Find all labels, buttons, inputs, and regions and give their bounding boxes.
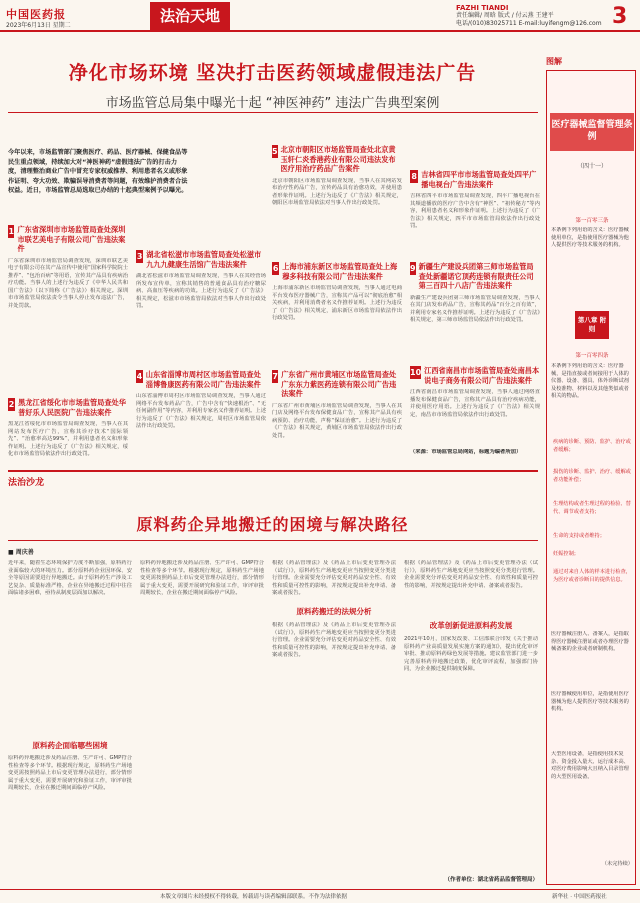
list-item: 生命的支持或者维持； <box>553 533 605 539</box>
editor-line: 责任编辑/ 周晗 版式 / 付云燕 王建平 <box>456 12 554 19</box>
case-7 <box>272 370 402 483</box>
lead-paragraph: 今年以来，市场监管部门聚焦医疗、药品、医疗器械、保健食品等民生重点领域，持续加大对“神医神药”虚假违法广告的打击力度，清理整治商业广告中冒充专家权威推荐、利用患者名义或形象作证明、夸大功效、欺骗误导消费者等问题，有效维护消费者合法权益。近日，市场监管总局选取已办结的十起典型案例予以曝光。 <box>8 149 188 194</box>
case-body: 山东省淄博市周村区市场监管局调查发现，当事人通过网络平台发布药品广告，广告中含有“快速根治”、“无任何副作用”等内容，并利用专家名义作推荐证明。上述行为违反了《广告法》相关规定，周村区市场监管局依法作出行政处罚。 <box>136 393 266 430</box>
article-paragraph: 根据《药品管理法》及《药品上市后变更管理办法（试行）》，原料药生产场地变更应当按照变更分类进行管理。企业需要充分评估变更对药品安全性、有效性和质量可控性的影响，并按规定提出补充申请、备案或者报告。 <box>404 560 538 589</box>
sidebar-text: 大型医用设备，是指使用技术复杂、资金投入量大、运行成本高、对医疗费用影响大且纳入目录管理的大型医用设备。 <box>551 751 629 780</box>
case-4 <box>136 370 266 479</box>
section-divider <box>8 470 538 472</box>
case-title: 江西省南昌市市场监管局查处南昌本说电子商务有限公司广告违法案件 <box>424 366 540 385</box>
sidebar-illustrated-regulation <box>546 56 636 888</box>
chapter-badge: 第八章 附则 <box>575 311 609 339</box>
case-title: 北京市朝阳区市场监管局查处北京黄玉轩仁炎香港药业有限公司违法发布医疗用治疗药品广告案件 <box>280 145 396 173</box>
list-item: 生理结构或者生理过程的检验、替代、调节或者支持； <box>553 501 631 515</box>
masthead <box>0 0 640 32</box>
sidebar-text: 医疗器械注册人、备案人，是指取得医疗器械注册证或者办理医疗器械备案的企业或者研制机构。 <box>551 631 629 653</box>
article-paragraph: 2021年10月，国家发改委、工信部联合印发《关于推动原料药产业高质量发展实施方案的通知》，提出优化审评审批、推动原料药绿色发展等措施。建议监管部门进一步完善原料药异地搬迁政策，优化审评流程，加强部门协同，为企业搬迁提供制度保障。 <box>404 636 538 673</box>
sidebar-text: 医疗器械使用单位，是指使用医疗器械为他人提供医疗等技术服务的机构。 <box>551 691 629 713</box>
case-1 <box>8 225 128 408</box>
case-body: 上海市浦东新区市场监管局调查发现，当事人通过电商平台发布医疗器械广告，宣称其产品可以“彻底治愈”相关疾病，并利用消费者名义作推荐证明。上述行为违反了《广告法》相关规定，浦东新区市场监管局依法作出行政处罚。 <box>272 285 402 322</box>
case-number: 4 <box>136 372 143 381</box>
case-10 <box>410 366 540 457</box>
case-title: 广东省深圳市市场监管局查处深圳市联艺美电子有限公司广告违法案件 <box>17 225 126 253</box>
sidebar-series: （四十一） <box>576 163 607 170</box>
newspaper-logo: 中国医药报 <box>6 8 66 21</box>
case-body: 湖北省松滋市市场监管局调查发现，当事人在其经营场所发布宣传单，宣称其销售的普通食品具有治疗糖尿病、高血压等疾病的功效。上述行为违反了《广告法》相关规定，松滋市市场监管局依法对当事人作出行政处罚。 <box>136 273 266 310</box>
list-item: 损伤的诊断、监护、治疗、缓解或者功能补偿； <box>553 469 631 483</box>
illustration-tag: 图解 <box>546 57 562 66</box>
issue-date: 2023年6月13日 星期二 <box>6 22 71 29</box>
article-paragraph: 原料药异地搬迁涉及药品注册、生产许可、GMP符合性检查等多个环节。根据现行规定，原料药生产场地变更需按照药品上市后变更管理办法进行，部分情形属于重大变更，需要开展研究和验证工作，审评审批周期较长，企业在搬迁期间面临停产风险。 <box>140 560 264 597</box>
case-title: 黑龙江省绥化市市场监管局查处华普好乐人民医院广告违法案件 <box>18 398 126 417</box>
case-number: 7 <box>272 372 278 381</box>
case-9 <box>410 262 540 353</box>
case-body: 江西省南昌市市场监管局调查发现，当事人通过网络直播发布保健食品广告，宣称其产品具有治疗疾病功能，并使用医疗用语。上述行为违反了《广告法》相关规定，南昌市市场监管局依法作出行政处罚。 <box>410 389 540 418</box>
section-heading: 原料药搬迁的法规分析 <box>296 607 372 616</box>
case-body: 黑龙江省绥化市市场监管局调查发现，当事人在其网站发布医疗广告，宣称其诊疗技术“国际领先”、“治愈率高达99%”，并利用患者名义和形象作证明。上述行为违反了《广告法》相关规定，绥化市市场监管局依法作出行政处罚。 <box>8 421 128 458</box>
case-number: 6 <box>272 264 279 273</box>
headline-rule <box>8 112 538 113</box>
sidebar-box <box>546 70 636 885</box>
main-headline: 净化市场环境 坚决打击医药领域虚假违法广告 <box>68 62 477 84</box>
case-number: 1 <box>8 227 15 236</box>
case-number: 5 <box>272 147 278 156</box>
section-heading: 原料药企面临哪些困境 <box>32 741 108 750</box>
sidebar-text: 本条例下列用语的含义：医疗器械，是指直接或者间接用于人体的仪器、设备、器具、体外诊断试剂及校准物、材料以及其他类似或者相关的物品。 <box>551 363 629 400</box>
section-heading: 改革创新促进原料药发展 <box>429 621 513 630</box>
byline: （作者单位：湖北省药品监督管理局） <box>444 877 538 883</box>
page-number: 3 <box>612 4 628 29</box>
article-paragraph: 根据《药品管理法》及《药品上市后变更管理办法（试行）》，原料药生产场地变更应当按照变更分类进行管理。企业需要充分评估变更对药品安全性、有效性和质量可控性的影响，并按规定提出补充申请、备案或者报告。 <box>272 560 396 597</box>
to-be-continued: （未完待续） <box>601 861 633 867</box>
case-8 <box>410 170 540 249</box>
article-headline: 原料药企异地搬迁的困境与解决路径 <box>136 515 409 534</box>
list-item: 疾病的诊断、预防、监护、治疗或者缓解； <box>553 439 631 453</box>
case-number: 8 <box>411 172 417 181</box>
section-english-name: FAZHI TIANDI <box>456 4 509 12</box>
case-number: 9 <box>410 264 416 273</box>
case-number: 3 <box>136 252 143 261</box>
case-title: 广东省广州市黄埔区市场监管局查处广东东力紫医药连锁有限公司广告违法案件 <box>281 370 397 398</box>
headline-rule <box>8 540 538 541</box>
editor-info <box>456 4 606 28</box>
case-body: 北京市朝阳区市场监管局调查发现，当事人在其网站发布治疗性药品广告，宣传药品具有治愈功效，并使用患者形象作证明。上述行为违反了《广告法》相关规定，朝阳区市场监管局依法对当事人作出行政处罚。 <box>272 177 402 207</box>
case-3 <box>136 250 266 353</box>
list-item: 通过对来自人体的样本进行检查，为医疗或者诊断目的提供信息。 <box>553 569 631 583</box>
main-subheadline: 市场监管总局集中曝光十起 “神医神药” 违法广告典型案例 <box>105 96 440 111</box>
case-body: 新疆生产建设兵团第三师市场监管局调查发现，当事人在其门店发布药品广告，宣称其药品“百分之百有效”，并利用专家名义作推荐证明。上述行为违反了《广告法》相关规定，第三师市场监管局依法作出行政处罚。 <box>410 294 540 324</box>
case-5 <box>272 145 402 258</box>
article-divider: 第一百零三条 <box>575 218 609 224</box>
case-title: 吉林省四平市市场监管局查处四平广播电视台广告违法案件 <box>421 170 537 189</box>
article-divider: 第一百零四条 <box>575 353 609 359</box>
case-title: 上海市浦东新区市场监管局查处上海穆多科技有限公司广告违法案件 <box>282 262 398 281</box>
contact-line: 电话/(010)83025711 E-mail:luyifengm@126.com <box>456 20 602 27</box>
case-number: 10 <box>410 368 422 377</box>
footer-publisher: 新华社 · 中国医药报社 <box>552 894 607 900</box>
case-number: 2 <box>8 400 15 409</box>
list-item: 妊娠控制； <box>553 551 579 557</box>
case-title: 新疆生产建设兵团第三师市场监管局查处新疆诺它顶药连锁有限责任公司第三百四十八店广告违法案件 <box>418 262 534 290</box>
case-body: 广东省深圳市市场监管局调查发现，深圳市联艺美电子有限公司在其产品宣传中使用“国家科学院院士推荐”、“包治百病”等用语，宣传其产品具有疾病治疗功能。当事人的上述行为违反了《中华人民共和国广告法》（以下简称《广告法》）相关规定。深圳市市场监管局依法责令当事人停止发布违法广告，并处罚款。 <box>8 257 128 310</box>
article-paragraph: 根据《药品管理法》及《药品上市后变更管理办法（试行）》，原料药生产场地变更应当按照变更分类进行管理。企业需要充分评估变更对药品安全性、有效性和质量可控性的影响，并按规定提出补充申请、备案或者报告。 <box>272 622 396 659</box>
sidebar-text: 本条例下列用语的含义：医疗器械使用单位，是指使用医疗器械为他人提供医疗等技术服务的机构。 <box>551 227 629 249</box>
article-intro: 近年来，随着生态环境保护力度不断加强，原料药行业面临较大的环境压力。部分原料药企业因环保、安全等原因需要进行异地搬迁。由于原料药生产涉及工艺复杂、质量标准严格，企业在异地搬迁过程中往往面临诸多困难，亟待从制度层面加以解决。 <box>8 560 132 597</box>
case-body: 吉林省四平市市场监管局调查发现，四平广播电视台在其频道播放的医疗广告中含有“神医”、“祖传秘方”等内容，利用患者名义和形象作证明。上述行为违反了《广告法》相关规定，四平市市场监管局依法作出行政处罚。 <box>410 193 540 230</box>
source-note: （来源：市场监管总局网站，标题为编者所加） <box>410 449 522 455</box>
author: ■ 周庆善 <box>8 549 34 556</box>
column-tag: 法治沙龙 <box>8 478 45 488</box>
page-footer <box>0 889 640 903</box>
section-title: 法治天地 <box>150 2 230 30</box>
case-title: 山东省淄博市周村区市场监管局查处淄博鲁康医药有限公司广告违法案件 <box>145 370 261 389</box>
case-2 <box>8 398 128 477</box>
copyright-notice: 本版文章图片未经授权不得转载，转载请与读者编辑部联系。不作为法律依据 <box>160 894 348 900</box>
case-title: 湖北省松滋市市场监管局查处松滋市九九九健康生活馆广告违法案件 <box>146 250 262 269</box>
case-6 <box>272 262 402 367</box>
sidebar-title: 医疗器械监督管理条例 <box>550 113 634 151</box>
case-body: 广东省广州市黄埔区市场监管局调查发现，当事人在其门店及网络平台发布保健食品广告，宣称其产品具有疾病预防、治疗功能，声称“保证治愈”。上述行为违反了《广告法》相关规定，黄埔区市场监管局依法作出行政处罚。 <box>272 402 402 439</box>
article-paragraph: 原料药异地搬迁涉及药品注册、生产许可、GMP符合性检查等多个环节。根据现行规定，原料药生产场地变更需按照药品上市后变更管理办法进行，部分情形属于重大变更，需要开展研究和验证工作，审评审批周期较长，企业在搬迁期间面临停产风险。 <box>8 755 132 792</box>
